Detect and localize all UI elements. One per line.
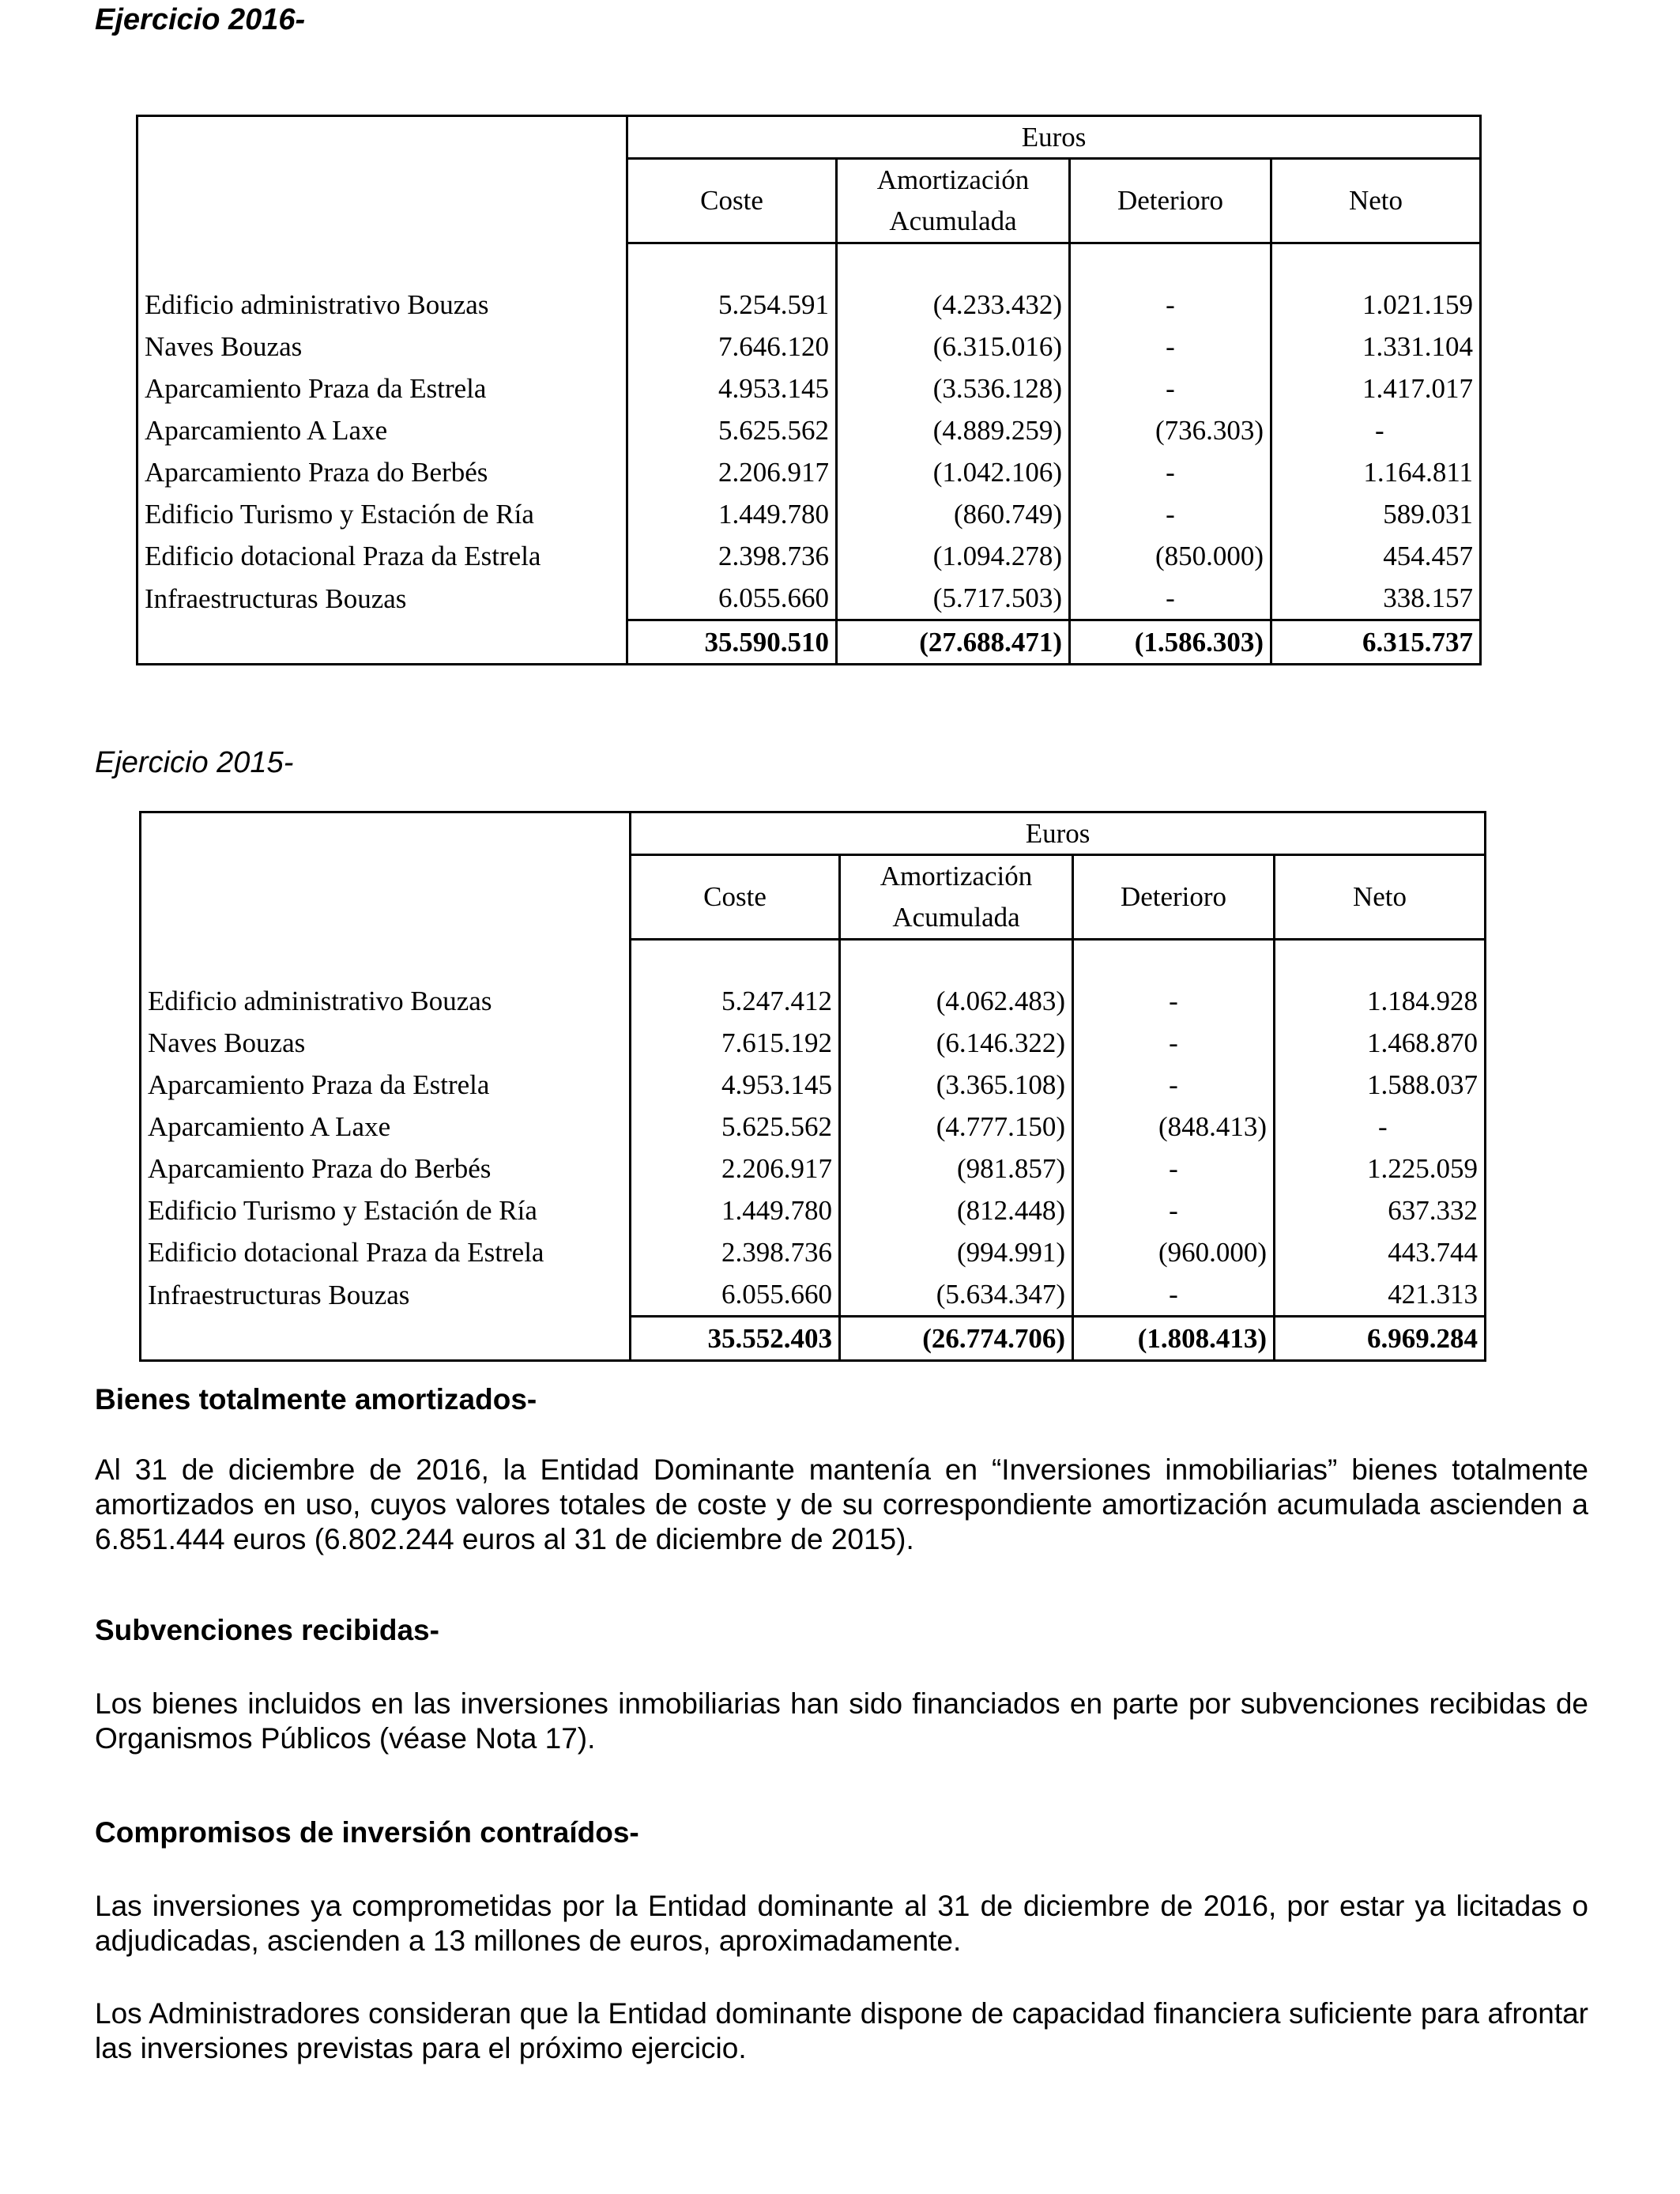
cell-coste: 5.625.562 (627, 409, 837, 451)
cell-deterioro: - (1070, 284, 1271, 326)
total-amort: (27.688.471) (837, 620, 1070, 665)
cell-neto: 1.331.104 (1271, 326, 1481, 368)
cell-deterioro: - (1070, 326, 1271, 368)
cell-coste: 2.206.917 (631, 1148, 840, 1189)
cell-deterioro: - (1073, 1064, 1275, 1106)
subvenciones-paragraph: Los bienes incluidos en las inversiones inmobiliarias han sido financiados en parte por subvenciones recibidas de Organismos Públicos (véase Nota 17). (95, 1687, 1588, 1755)
row-label: Infraestructuras Bouzas (145, 582, 407, 614)
cell-coste: 4.953.145 (631, 1064, 840, 1106)
row-label: Aparcamiento A Laxe (145, 415, 388, 446)
cell-amortizacion: (4.062.483) (840, 980, 1073, 1022)
bienes-paragraph: Al 31 de diciembre de 2016, la Entidad Dominante mantenía en “Inversiones inmobiliarias” bienes totalmente amortizados en uso, cuyos valores totales de coste y de su correspondiente amortización acumulada ascienden a 6.851.444 euros (6.802.244 euros al 31 de diciembre de 2015). (95, 1453, 1588, 1555)
header-euros: Euros (631, 812, 1486, 855)
table-row (137, 368, 1481, 409)
cell-neto: 1.417.017 (1271, 368, 1481, 409)
cell-neto: - (1275, 1106, 1486, 1148)
cell-amortizacion: (3.536.128) (837, 368, 1070, 409)
row-label: Edificio Turismo y Estación de Ría (148, 1195, 537, 1226)
cell-neto: 1.225.059 (1275, 1148, 1486, 1189)
cell-deterioro: - (1070, 577, 1271, 620)
cell-coste: 1.449.780 (627, 493, 837, 535)
cell-coste: 5.625.562 (631, 1106, 840, 1148)
compromisos-title: Compromisos de inversión contraídos- (95, 1816, 639, 1849)
cell-neto: 637.332 (1275, 1189, 1486, 1231)
table-total-row (137, 620, 1481, 665)
cell-coste: 4.953.145 (627, 368, 837, 409)
total-neto: 6.315.737 (1271, 620, 1481, 665)
cell-amortizacion: (5.634.347) (840, 1273, 1073, 1317)
cell-coste: 5.247.412 (631, 980, 840, 1022)
cell-amortizacion: (860.749) (837, 493, 1070, 535)
row-label: Aparcamiento Praza do Berbés (148, 1153, 492, 1184)
cell-amortizacion: (1.042.106) (837, 451, 1070, 493)
total-coste: 35.552.403 (631, 1317, 840, 1361)
total-det: (1.808.413) (1073, 1317, 1275, 1361)
cell-neto: 1.184.928 (1275, 980, 1486, 1022)
cell-amortizacion: (3.365.108) (840, 1064, 1073, 1106)
cell-coste: 6.055.660 (631, 1273, 840, 1317)
table-row (137, 326, 1481, 368)
row-label: Edificio administrativo Bouzas (148, 986, 492, 1016)
row-label: Aparcamiento Praza do Berbés (145, 457, 488, 488)
cell-deterioro: - (1073, 1273, 1275, 1317)
table-row (141, 1273, 1486, 1317)
row-label: Edificio administrativo Bouzas (145, 289, 489, 320)
cell-amortizacion: (994.991) (840, 1231, 1073, 1273)
table-row (137, 535, 1481, 577)
compromisos-paragraph-1: Las inversiones ya comprometidas por la Entidad dominante al 31 de diciembre de 2016, por estar ya licitadas o adjudicadas, ascienden a 13 millones de euros, aproximadamente. (95, 1890, 1588, 1957)
table-2016 (136, 115, 1482, 665)
header-neto: Neto (1275, 855, 1486, 940)
header-deterioro: Deterioro (1073, 855, 1275, 940)
cell-deterioro: - (1070, 368, 1271, 409)
header-deterioro: Deterioro (1070, 159, 1271, 243)
row-label: Infraestructuras Bouzas (148, 1279, 410, 1310)
compromisos-paragraph-2: Los Administradores consideran que la Entidad dominante dispone de capacidad financiera suficiente para afrontar las inversiones previstas para el próximo ejercicio. (95, 1997, 1588, 2064)
total-coste: 35.590.510 (627, 620, 837, 665)
bienes-title: Bienes totalmente amortizados- (95, 1383, 537, 1416)
total-neto: 6.969.284 (1275, 1317, 1486, 1361)
table-total-row (141, 1317, 1486, 1361)
cell-amortizacion: (6.146.322) (840, 1022, 1073, 1064)
cell-deterioro: - (1070, 493, 1271, 535)
row-label: Aparcamiento Praza da Estrela (145, 373, 487, 404)
table-row (137, 493, 1481, 535)
header-coste: Coste (631, 855, 840, 940)
table-row (137, 451, 1481, 493)
total-label-blank (141, 1317, 631, 1361)
cell-deterioro: (848.413) (1073, 1106, 1275, 1148)
heading-2016: Ejercicio 2016- (95, 3, 306, 36)
row-label: Naves Bouzas (148, 1027, 306, 1058)
total-label-blank (137, 620, 627, 665)
cell-deterioro: (850.000) (1070, 535, 1271, 577)
cell-amortizacion: (812.448) (840, 1189, 1073, 1231)
header-neto: Neto (1271, 159, 1481, 243)
cell-amortizacion: (1.094.278) (837, 535, 1070, 577)
cell-coste: 2.398.736 (631, 1231, 840, 1273)
row-label: Aparcamiento A Laxe (148, 1111, 391, 1142)
cell-neto: 443.744 (1275, 1231, 1486, 1273)
row-label: Edificio Turismo y Estación de Ría (145, 499, 534, 530)
cell-deterioro: - (1073, 980, 1275, 1022)
table-row (141, 1189, 1486, 1231)
cell-deterioro: - (1073, 1148, 1275, 1189)
table-header-blank (137, 116, 627, 243)
cell-neto: 1.021.159 (1271, 284, 1481, 326)
total-amort: (26.774.706) (840, 1317, 1073, 1361)
cell-coste: 6.055.660 (627, 577, 837, 620)
cell-coste: 7.646.120 (627, 326, 837, 368)
cell-neto: 1.588.037 (1275, 1064, 1486, 1106)
cell-amortizacion: (5.717.503) (837, 577, 1070, 620)
subvenciones-title: Subvenciones recibidas- (95, 1614, 439, 1646)
cell-neto: - (1271, 409, 1481, 451)
cell-deterioro: - (1073, 1189, 1275, 1231)
table-row (141, 1064, 1486, 1106)
heading-2015: Ejercicio 2015- (95, 746, 294, 779)
cell-coste: 2.206.917 (627, 451, 837, 493)
row-label: Aparcamiento Praza da Estrela (148, 1069, 490, 1100)
table-row (141, 1022, 1486, 1064)
cell-amortizacion: (6.315.016) (837, 326, 1070, 368)
header-amortizacion: Amortización Acumulada (840, 855, 1073, 940)
row-label: Edificio dotacional Praza da Estrela (145, 541, 541, 571)
cell-deterioro: (960.000) (1073, 1231, 1275, 1273)
table-row (137, 409, 1481, 451)
header-coste: Coste (627, 159, 837, 243)
table-header-blank (141, 812, 631, 940)
cell-deterioro: - (1070, 451, 1271, 493)
cell-neto: 1.164.811 (1271, 451, 1481, 493)
header-euros: Euros (627, 116, 1481, 159)
cell-amortizacion: (4.233.432) (837, 284, 1070, 326)
cell-neto: 1.468.870 (1275, 1022, 1486, 1064)
cell-coste: 7.615.192 (631, 1022, 840, 1064)
cell-neto: 338.157 (1271, 577, 1481, 620)
table-row (141, 1106, 1486, 1148)
header-amortizacion: Amortización Acumulada (837, 159, 1070, 243)
table-row (137, 284, 1481, 326)
cell-coste: 1.449.780 (631, 1189, 840, 1231)
row-label: Naves Bouzas (145, 331, 303, 362)
cell-deterioro: - (1073, 1022, 1275, 1064)
cell-amortizacion: (4.777.150) (840, 1106, 1073, 1148)
table-2015 (139, 811, 1486, 1362)
table-row (137, 577, 1481, 620)
cell-neto: 454.457 (1271, 535, 1481, 577)
cell-amortizacion: (981.857) (840, 1148, 1073, 1189)
total-det: (1.586.303) (1070, 620, 1271, 665)
cell-deterioro: (736.303) (1070, 409, 1271, 451)
row-label: Edificio dotacional Praza da Estrela (148, 1237, 544, 1268)
cell-neto: 421.313 (1275, 1273, 1486, 1317)
cell-coste: 5.254.591 (627, 284, 837, 326)
table-row (141, 1231, 1486, 1273)
cell-amortizacion: (4.889.259) (837, 409, 1070, 451)
table-row (141, 980, 1486, 1022)
cell-coste: 2.398.736 (627, 535, 837, 577)
table-row (141, 1148, 1486, 1189)
cell-neto: 589.031 (1271, 493, 1481, 535)
